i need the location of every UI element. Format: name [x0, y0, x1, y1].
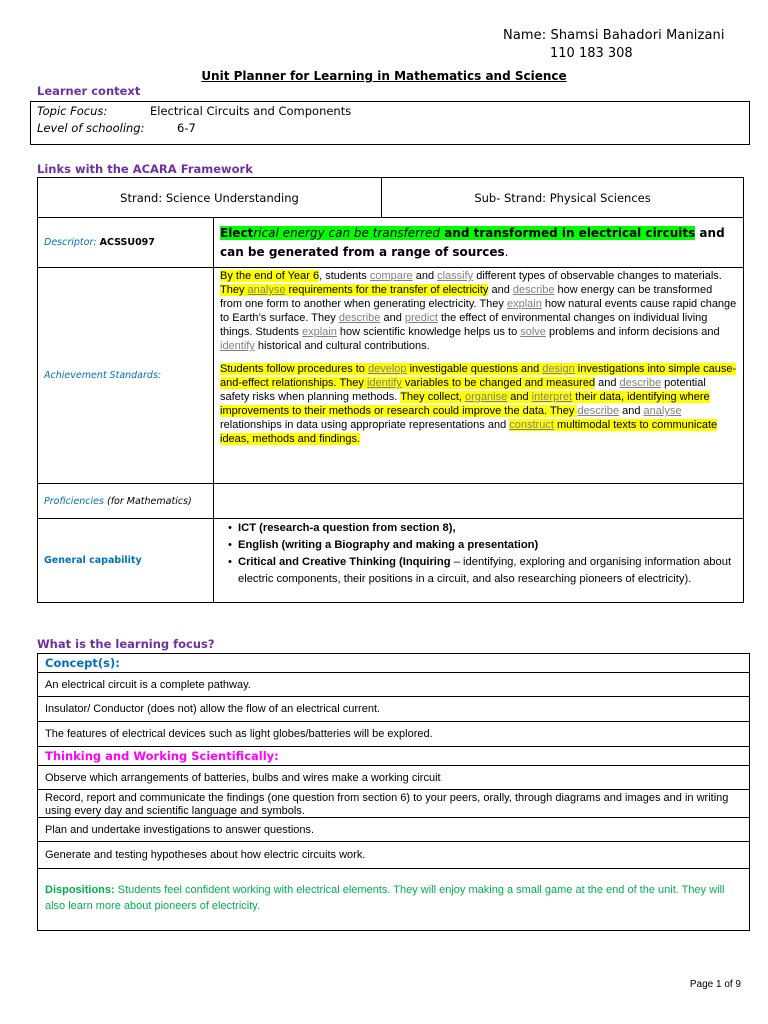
ach-span: and [619, 405, 644, 417]
dispositions-label: Dispositions: [45, 884, 115, 896]
descriptor-label: Descriptor: [44, 237, 97, 248]
ach-span: multimodal texts to communicate ideas, methods and findings. [220, 419, 718, 445]
gc-ict: ICT (research-a question from section 8), [238, 522, 456, 534]
ach-span: relationships in data using appropriate representations and [220, 419, 510, 431]
student-id: 110 183 308 [550, 46, 633, 61]
ach-span: different types of observable changes to materials. [473, 270, 722, 282]
ach-keyword: explain [301, 326, 337, 338]
achievement-label: Achievement Standards: [38, 268, 214, 484]
list-item: The features of electrical devices such as light globes/batteries will be explored. [38, 722, 749, 747]
descriptor-part-d: and can be generated from a range of sources [220, 225, 725, 259]
ach-keyword: design [542, 363, 575, 375]
ach-span: requirements for the transfer of electricity [285, 284, 489, 296]
ach-span: By the end of Year 6 [220, 270, 320, 282]
list-item: Observe which arrangements of batteries, bulbs and wires make a working circuit [38, 766, 749, 790]
ach-span: their data, identifying where improvements to their methods or research could improve the data. They [220, 391, 710, 417]
achievement-paragraph-2 [220, 362, 737, 446]
ach-span: how scientific knowledge helps us to [336, 326, 521, 338]
ach-keyword: identify [366, 377, 402, 389]
general-capability-content [214, 519, 744, 603]
gc-critical-rest: – identifying, exploring and organising information about electric components, their positions in a circuit, and also researching pioneers of electricity). [238, 556, 732, 585]
ach-keyword: predict [404, 312, 438, 324]
ach-span: and [595, 377, 620, 389]
ach-keyword: analyse [643, 405, 682, 417]
ach-span: problems and inform decisions and [545, 326, 720, 338]
strand-cell: Strand: Science Understanding [38, 178, 382, 218]
ach-span: , students [319, 270, 370, 282]
ach-span: historical and cultural contributions. [254, 340, 430, 352]
document-title: Unit Planner for Learning in Mathematics and Science [201, 69, 567, 83]
ach-span: variables to be changed and measured [401, 377, 596, 389]
ach-keyword: describe [577, 405, 620, 417]
list-item: Record, report and communicate the findings (one question from section 6) to your peers, orally, through diagrams and images and in writing using every day and scientific language and symbols. [38, 790, 749, 818]
proficiencies-label: Proficiencies [44, 495, 104, 507]
descriptor-code: ACSSU097 [99, 237, 155, 248]
list-item [228, 554, 737, 588]
ach-keyword: classify [437, 270, 474, 282]
ach-span: and [488, 284, 513, 296]
ach-keyword: organise [465, 391, 508, 403]
descriptor-part-a: Elect [220, 225, 254, 240]
descriptor-part-e: . [504, 244, 509, 259]
ach-span: Students follow procedures to [220, 363, 368, 375]
ach-span: investigable questions and [406, 363, 543, 375]
topic-label: Topic Focus: [37, 104, 108, 118]
list-item [228, 537, 737, 554]
proficiencies-label-cell [38, 484, 214, 519]
ach-keyword: solve [520, 326, 546, 338]
level-row [37, 121, 196, 135]
gc-critical-bold: Critical and Creative Thinking (Inquiring [238, 556, 451, 568]
topic-row [37, 104, 352, 118]
ach-span: and [412, 270, 438, 282]
level-label: Level of schooling: [37, 121, 145, 135]
ach-span: how energy can be transformed from one form to another when generating electricity. They [220, 284, 713, 310]
general-capability-list [214, 520, 743, 588]
concepts-heading: Concept(s): [38, 654, 749, 673]
level-value: 6-7 [177, 121, 196, 135]
ach-span: They collect, [400, 391, 465, 403]
sub-strand-cell: Sub- Strand: Physical Sciences [382, 178, 744, 218]
ach-keyword: compare [369, 270, 413, 282]
ach-keyword: construct [509, 419, 554, 431]
ach-span: how natural events cause rapid change to Earth’s surface. They [220, 298, 737, 324]
descriptor-text [214, 218, 744, 268]
ach-keyword: interpret [531, 391, 573, 403]
list-item [228, 520, 737, 537]
ach-keyword: describe [512, 284, 555, 296]
ach-span: potential safety risks when planning methods. [220, 377, 706, 403]
ach-keyword: explain [506, 298, 542, 310]
ach-keyword: identify [220, 340, 255, 352]
ach-keyword: analyse [247, 284, 286, 296]
dispositions-text [45, 882, 740, 914]
list-item: Plan and undertake investigations to answer questions. [38, 818, 749, 842]
descriptor-label-cell [38, 218, 214, 268]
acara-heading: Links with the ACARA Framework [37, 162, 253, 176]
ach-span: investigations into simple cause-and-effect relationships. They [220, 363, 737, 389]
proficiencies-suffix: (for Mathematics) [107, 495, 192, 507]
ach-keyword: develop [367, 363, 407, 375]
general-capability-label: General capability [38, 519, 214, 603]
proficiencies-content [214, 484, 744, 519]
learning-focus-box [37, 653, 750, 931]
dispositions-body: Students feel confident working with electrical elements. They will enjoy making a small game at the end of the unit. They will also learn more about pioneers of electricity. [45, 884, 725, 912]
ach-span: and [380, 312, 405, 324]
achievement-text [214, 268, 744, 484]
author-name: Name: Shamsi Bahadori Manizani [503, 28, 725, 43]
thinking-heading: Thinking and Working Scientifically: [38, 747, 749, 766]
acara-table [37, 177, 744, 603]
achievement-paragraph-1 [220, 268, 737, 353]
list-item: Generate and testing hypotheses about how electric circuits work. [38, 842, 749, 869]
ach-span: They [220, 284, 248, 296]
descriptor-part-c: and transformed in electrical circuits [440, 225, 696, 240]
list-item: An electrical circuit is a complete pathway. [38, 673, 749, 697]
ach-span: the effect of environmental changes on individual living things. Students [220, 312, 708, 338]
topic-value: Electrical Circuits and Components [150, 104, 352, 118]
descriptor-part-b: rical energy can be transferred [253, 225, 441, 240]
learner-context-heading: Learner context [37, 84, 141, 98]
ach-span: and [507, 391, 532, 403]
ach-keyword: describe [619, 377, 662, 389]
page-number: Page 1 of 9 [689, 979, 741, 990]
ach-keyword: describe [338, 312, 381, 324]
list-item: Insulator/ Conductor (does not) allow the flow of an electrical current. [38, 697, 749, 722]
gc-english: English (writing a Biography and making a presentation) [238, 539, 539, 551]
learning-focus-heading: What is the learning focus? [37, 637, 215, 651]
learner-context-box [30, 101, 750, 145]
